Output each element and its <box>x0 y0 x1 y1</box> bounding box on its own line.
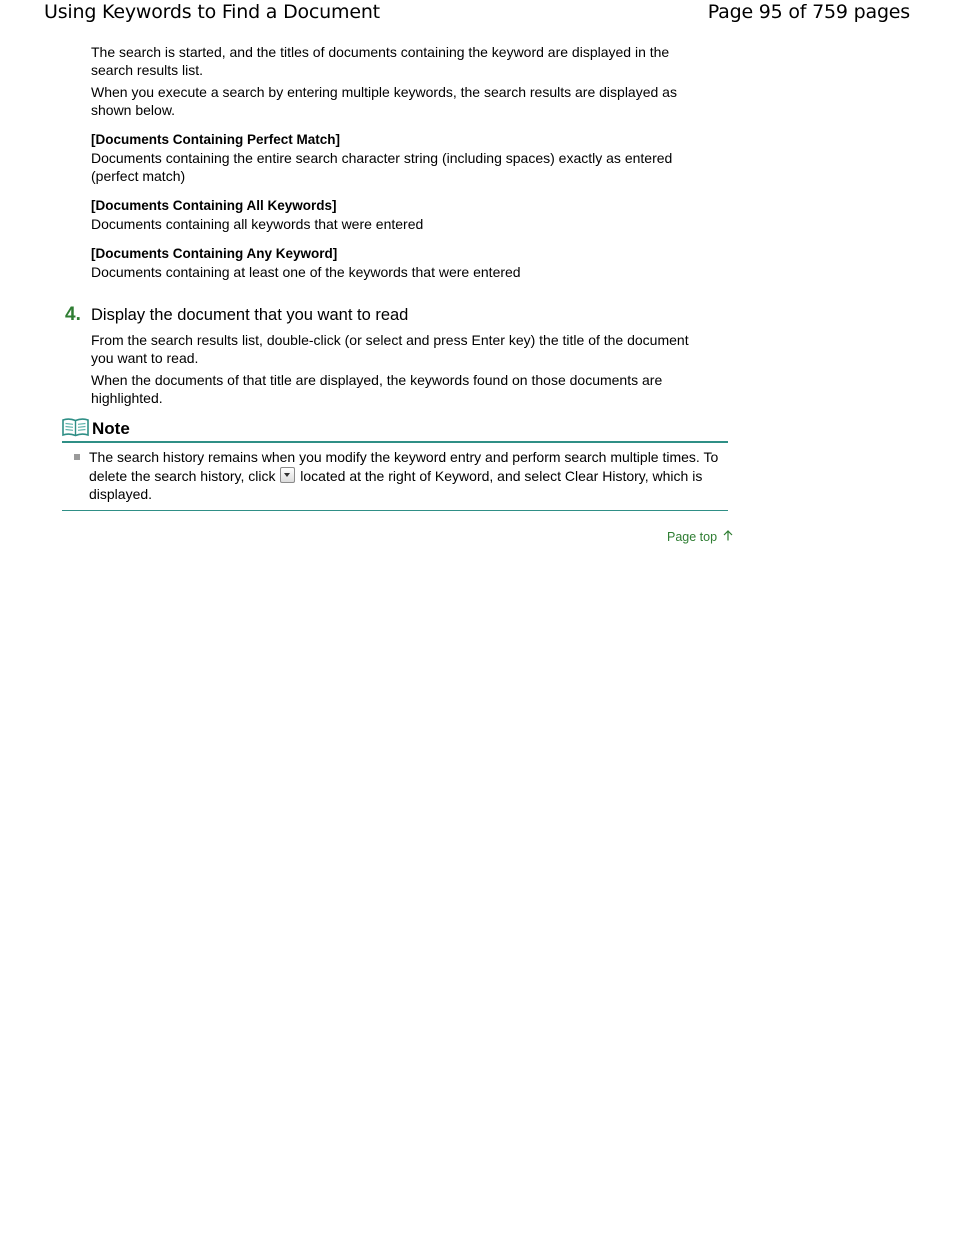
up-arrow-icon <box>723 529 733 545</box>
definition-any-keyword <box>91 245 701 281</box>
intro-paragraph-2: When you execute a search by entering multiple keywords, the search results are displayed as shown below. <box>91 84 677 118</box>
definition-description: Documents containing the entire search character string (including spaces) exactly as entered (perfect match) <box>91 150 673 184</box>
note-header <box>62 417 728 443</box>
definition-description: Documents containing all keywords that were entered <box>91 216 424 232</box>
note-text-part-2: located at the right of Keyword, and select Clear History, which is displayed. <box>89 467 703 502</box>
dropdown-arrow-icon <box>280 467 295 483</box>
step-number: 4. <box>65 304 81 325</box>
note-item <box>62 448 719 504</box>
step-paragraph-1: From the search results list, double-click (or select and press Enter key) the title of the document you want to read. <box>91 332 689 366</box>
definition-all-keywords <box>91 197 701 233</box>
step-body <box>91 331 701 407</box>
note-body <box>62 443 728 511</box>
step-4 <box>62 305 728 407</box>
step-title: Display the document that you want to read <box>91 306 409 324</box>
open-book-icon <box>62 417 89 437</box>
note-list <box>62 448 728 504</box>
page-top-label: Page top <box>667 530 718 544</box>
note-label: Note <box>92 419 130 438</box>
intro-paragraph-1: The search is started, and the titles of documents containing the keyword are displayed in the search results list. <box>91 44 670 78</box>
note-box <box>62 417 728 511</box>
definition-term: [Documents Containing Perfect Match] <box>91 132 341 147</box>
definition-term: [Documents Containing Any Keyword] <box>91 246 338 261</box>
page-counter: Page 95 of 759 pages <box>707 1 910 23</box>
main-content <box>62 43 728 511</box>
step-paragraph-2: When the documents of that title are displayed, the keywords found on those documents are highlighted. <box>91 372 663 406</box>
page-top-link[interactable] <box>667 529 733 545</box>
definition-perfect-match <box>91 131 701 185</box>
intro-section <box>91 43 701 281</box>
note-text-part-1: The search history remains when you modify the keyword entry and perform search multiple times. To delete the search history, click <box>89 449 719 484</box>
definition-description: Documents containing at least one of the keywords that were entered <box>91 264 521 280</box>
document-title: Using Keywords to Find a Document <box>44 1 380 23</box>
page-header <box>0 0 954 26</box>
definition-term: [Documents Containing All Keywords] <box>91 198 337 213</box>
square-bullet-icon <box>74 454 80 460</box>
